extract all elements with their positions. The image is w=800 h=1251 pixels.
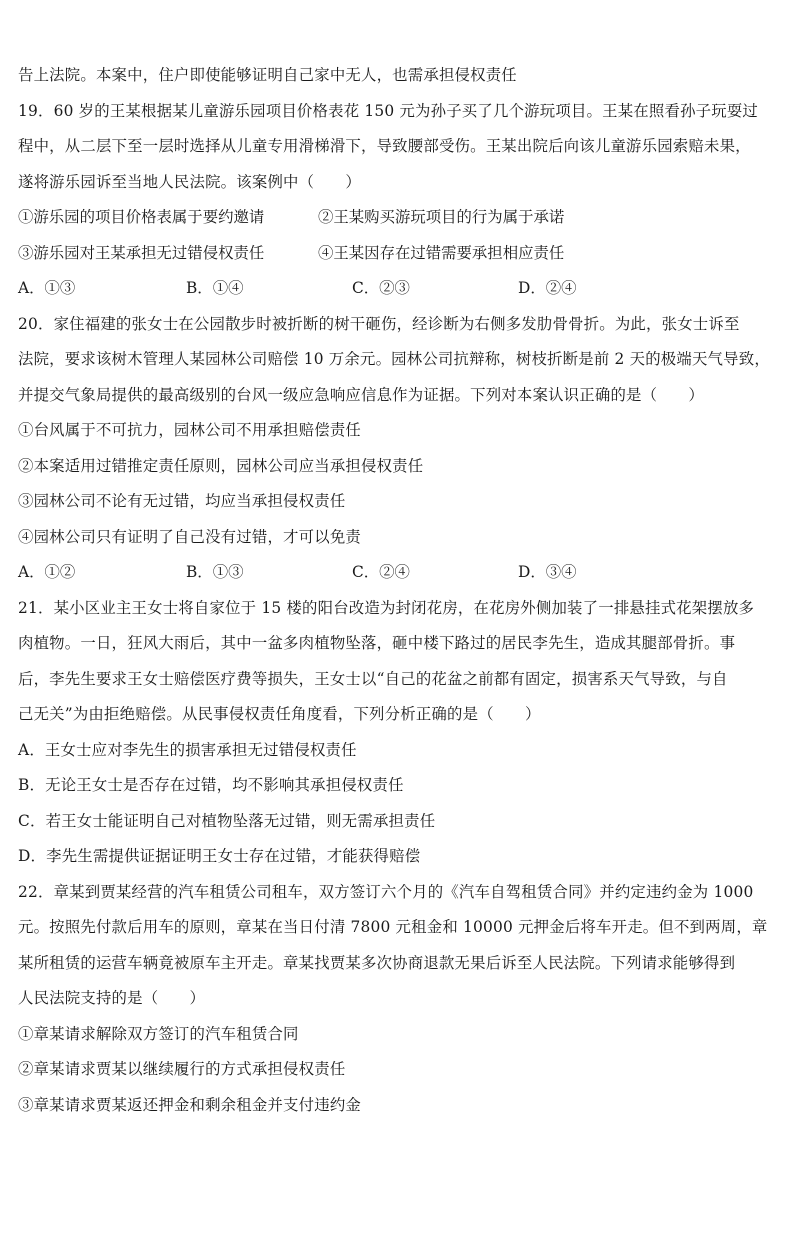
question-22-stem-line-3: 某所租赁的运营车辆竟被原车主开走。章某找贾某多次协商退款无果后诉至人民法院。下列请求能够得到 [18,953,736,972]
question-19-items-row-2 [18,236,778,272]
question-22-stem-line-1: 22．章某到贾某经营的汽车租赁公司租车，双方签订六个月的《汽车自驾租赁合同》并约定违约金为 1000 [18,882,754,901]
question-21-option-d[interactable]: D．李先生需提供证据证明王女士存在过错，才能获得赔偿 [18,847,421,865]
question-22-item-1: ①章某请求解除双方签订的汽车租赁合同 [18,1024,299,1043]
question-22 [18,875,778,1124]
question-19-items-row-1 [18,200,778,236]
question-19 [18,94,778,307]
question-21-stem-line-4: 己无关”为由拒绝赔偿。从民事侵权责任角度看，下列分析正确的是（ ） [18,705,541,723]
question-21-stem-line-3: 后，李先生要求王女士赔偿医疗费等损失，王女士以“自己的花盆之前都有固定，损害系天气导致，与自 [18,669,728,688]
question-21 [18,591,778,875]
question-22-item-2: ②章某请求贾某以继续履行的方式承担侵权责任 [18,1060,346,1078]
question-19-option-b[interactable]: B．①④ [186,279,244,297]
question-19-stem-line-2: 程中，从二层下至一层时选择从儿童专用滑梯滑下，导致腰部受伤。王某出院后向该儿童游乐园索赔未果， [18,137,751,155]
question-20-stem-line-1: 20．家住福建的张女士在公园散步时被折断的树干砸伤，经诊断为右侧多发肋骨骨折。为此，张女士诉至 [18,314,740,333]
question-20-option-b[interactable]: B．①③ [186,563,244,581]
question-19-option-d[interactable]: D．②④ [518,279,577,297]
question-19-item-1: ①游乐园的项目价格表属于要约邀请 [18,208,265,226]
question-19-item-3: ③游乐园对王某承担无过错侵权责任 [18,243,265,262]
question-20-option-c[interactable]: C．②④ [352,563,410,581]
question-19-item-2: ②王某购买游玩项目的行为属于承诺 [318,208,565,226]
question-22-stem-line-4: 人民法院支持的是（ ） [18,989,206,1007]
question-22-stem-line-2: 元。按照先付款后用车的原则，章某在当日付清 7800 元租金和 10000 元押金后将车开走。但不到两周，章 [18,918,768,936]
question-20-item-1: ①台风属于不可抗力，园林公司不用承担赔偿责任 [18,421,361,439]
question-20-item-3: ③园林公司不论有无过错，均应当承担侵权责任 [18,492,346,510]
question-19-options [18,271,778,307]
question-20-option-d[interactable]: D．③④ [518,563,577,581]
question-21-option-b[interactable]: B．无论王女士是否存在过错，均不影响其承担侵权责任 [18,776,404,794]
question-19-option-c[interactable]: C．②③ [352,279,410,297]
question-21-option-c[interactable]: C．若王女士能证明自己对植物坠落无过错，则无需承担责任 [18,811,436,830]
question-19-item-4: ④王某因存在过错需要承担相应责任 [318,243,565,262]
question-19-option-a[interactable]: A．①③ [18,279,76,297]
previous-question-tail: 告上法院。本案中，住户即使能够证明自己家中无人，也需承担侵权责任 [18,66,517,84]
question-20-option-a[interactable]: A．①② [18,563,76,581]
question-20-item-2: ②本案适用过错推定责任原则，园林公司应当承担侵权责任 [18,456,424,475]
question-22-item-3: ③章某请求贾某返还押金和剩余租金并支付违约金 [18,1095,361,1114]
question-20-stem-line-3: 并提交气象局提供的最高级别的台风一级应急响应信息作为证据。下列对本案认识正确的是（ ） [18,385,704,404]
question-21-stem-line-2: 肉植物。一日，狂风大雨后，其中一盆多肉植物坠落，砸中楼下路过的居民李先生，造成其腿部骨折。事 [18,634,736,652]
question-20 [18,307,778,591]
question-21-option-a[interactable]: A．王女士应对李先生的损害承担无过错侵权责任 [18,740,357,759]
question-19-stem-line-3: 遂将游乐园诉至当地人民法院。该案例中（ ） [18,172,361,191]
question-20-stem-line-2: 法院，要求该树木管理人某园林公司赔偿 10 万余元。园林公司抗辩称，树枝折断是前 2 天的极端天气导致， [18,350,770,368]
question-20-options [18,555,778,591]
question-21-stem-line-1: 21．某小区业主王女士将自家位于 15 楼的阳台改造为封闭花房，在花房外侧加装了一排悬挂式花架摆放多 [18,598,755,617]
question-20-item-4: ④园林公司只有证明了自己没有过错，才可以免责 [18,527,361,546]
question-19-stem-line-1: 19．60 岁的王某根据某儿童游乐园项目价格表花 150 元为孙子买了几个游玩项目。王某在照看孙子玩耍过 [18,101,759,120]
